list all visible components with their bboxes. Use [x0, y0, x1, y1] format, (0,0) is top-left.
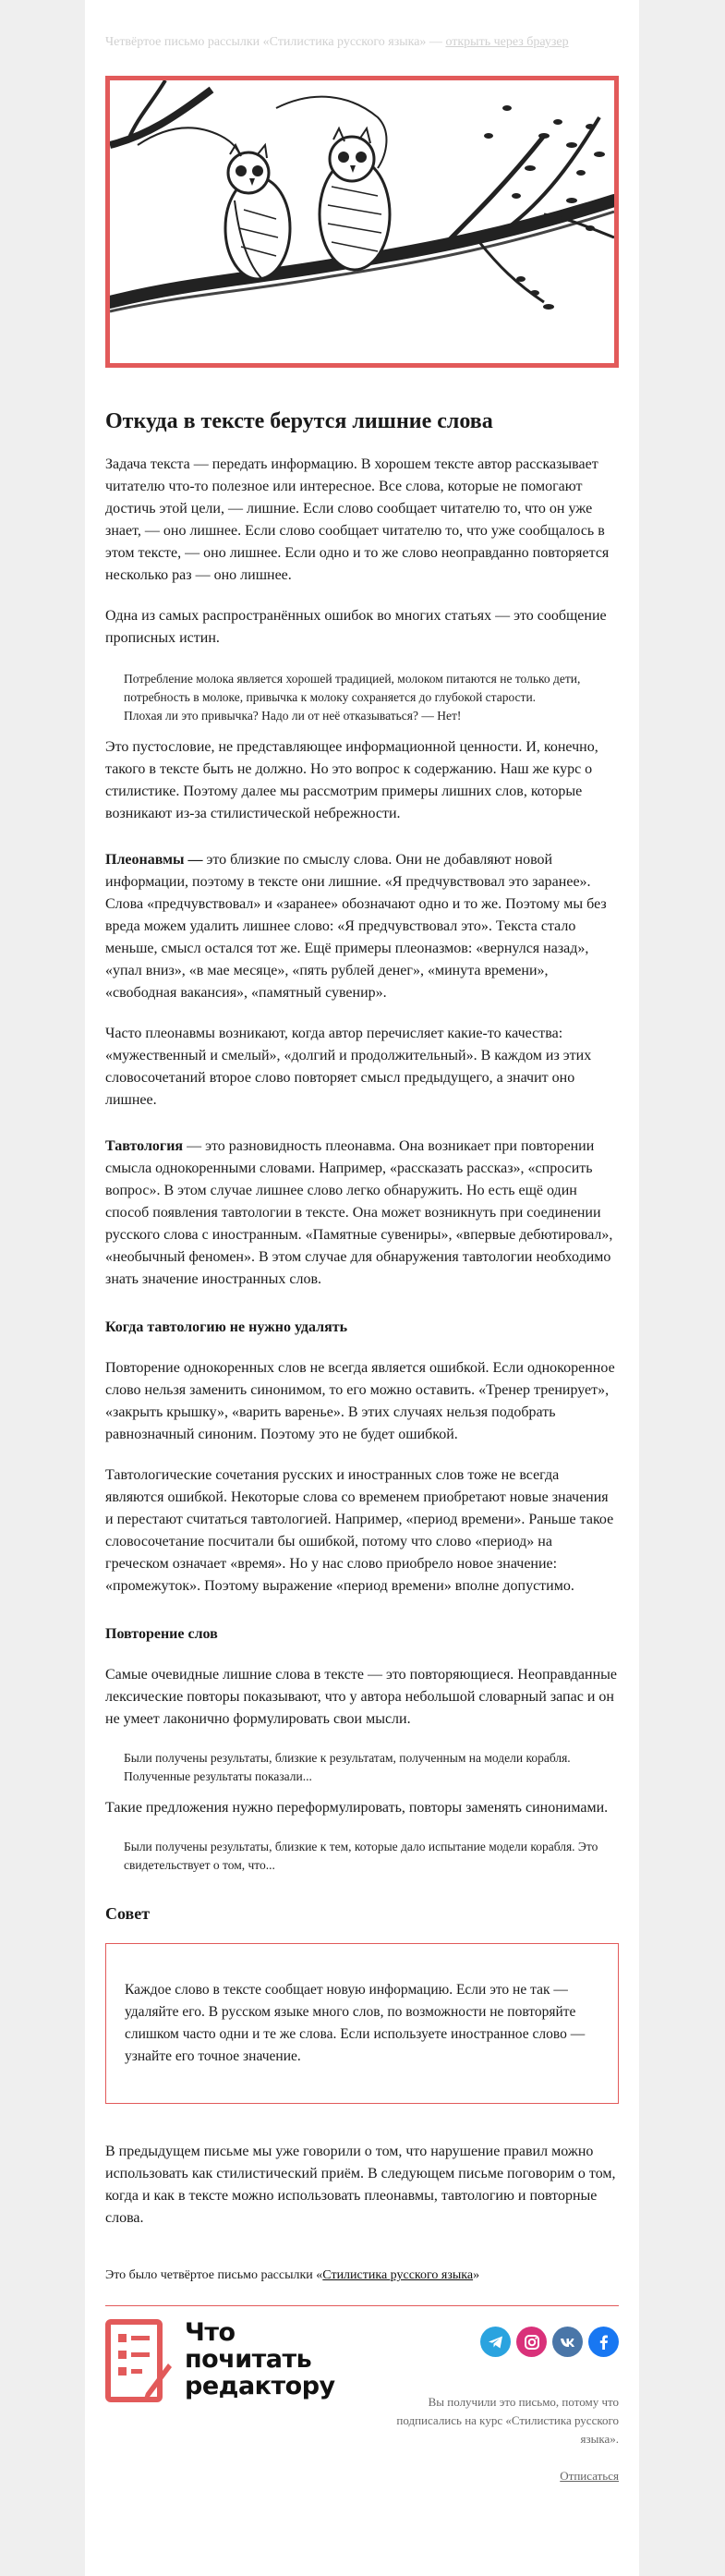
instagram-icon[interactable] [516, 2327, 547, 2357]
telegram-icon[interactable] [480, 2327, 511, 2357]
final-prefix: Это было четвёртое письмо рассылки « [105, 2268, 323, 2282]
tip-title: Совет [105, 1904, 151, 1923]
tautology-term: Тавтология [105, 1138, 184, 1154]
owl-left [225, 145, 290, 279]
keep-tautology-paragraph-1: Повторение однокоренных слов не всегда является ошибкой. Если однокоренное слово нельзя заменить синонимом, то его можно оставить. «Тренер тренирует», «закрыть крышку», «варить варенье». В этих случаях нельзя подобрать равнозначный синоним. Поэтому это не будет ошибкой. [105, 1360, 615, 1442]
tip-box [105, 1943, 619, 2104]
section-when-keep-tautology: Когда тавтологию не нужно удалять [105, 1319, 348, 1335]
repetition-paragraph-1: Самые очевидные лишние слова в тексте — это повторяющиеся. Неоправданные лексические повторы показывают, что у автора небольшой словарный запас и он не умеет лаконично формулировать свои мысли. [105, 1667, 617, 1727]
email-body [85, 0, 639, 2576]
intro-paragraph-1: Задача текста — передать информацию. В хорошем тексте автор рассказывает читателю что-то полезное или интересное. Все слова, которые не помогают достичь этой цели, — лишние. Если слово сообщает читателю то, что он уже знает, — оно лишнее. Если слово сообщает читателю то, что уже сообщалось в этом тексте, — оно лишнее. Если одно и то же слово неоправданно повторяется несколько раз — оно лишнее. [105, 456, 610, 583]
final-suffix: » [473, 2268, 480, 2282]
logo[interactable] [105, 2319, 335, 2404]
outro-paragraph: В предыдущем письме мы уже говорили о том, что нарушение правил можно использовать как стилистический приём. В следующем письме поговорим о том, когда и как в тексте можно использовать плеонавмы, тавтологию и повторные слова. [105, 2144, 616, 2226]
logo-line-1: Что [185, 2318, 236, 2347]
quote-results-1-line-1: Были получены результаты, близкие к результатам, полученным на модели корабля. [124, 1751, 571, 1765]
pleonasm-text: это близкие по смыслу слова. Они не добавляют новой информации, поэтому в тексте они лишние. «Я предчувствовал это заранее». Слова «предчувствовал» и «заранее» обозначают одно и то же. Поэтому мы без вреда можем удалить лишнее слово: «Я предчувствовал это». Текста стало меньше, смысл остался тот же. Ещё примеры плеоназмов: «вернулся назад», «упал вниз», «в мае месяце», «пять рублей денег», «минута времени», «свободная вакансия», «памятный сувенир». [105, 852, 607, 1001]
pleonasm-paragraph-2: Часто плеонавмы возникают, когда автор перечисляет какие-то качества: «мужественный и смелый», «долгий и продолжительный». В каждом из этих словосочетаний второе слово повторяет смысл предыдущего, а значит оно лишнее. [105, 1026, 592, 1108]
quote-milk [105, 670, 619, 725]
intro-paragraph-2: Одна из самых распространённых ошибок во многих статьях — это сообщение прописных истин. [105, 608, 607, 646]
quote-results-1 [105, 1749, 619, 1786]
owls-illustration [110, 80, 614, 363]
final-line [105, 2266, 619, 2285]
tautology-text: — это разновидность плеонавма. Она возникает при повторении смысла однокоренными словами. Например, «рассказать рассказ», «спросить вопрос». В этом случае лишнее слово легко обнаружить. Но есть ещё один способ появления тавтологии в тексте. Она может возникнуть при соединении русского слова с иностранным. «Памятные сувениры», «впервые дебютировал», «необычный феномен». В этом случае для обнаружения тавтологии необходимо знать значение иностранных слов. [105, 1138, 613, 1287]
article-title: Откуда в тексте берутся лишние слова [105, 409, 493, 433]
pleonasm-dash: — [184, 852, 207, 868]
facebook-icon[interactable] [588, 2327, 619, 2357]
pleonasm-term: Плеонавмы [105, 852, 185, 868]
quote-results-2: Были получены результаты, близкие к тем, которые дало испытание модели корабля. Это свидетельствует о том, что... [124, 1840, 598, 1872]
vk-icon[interactable] [552, 2327, 583, 2357]
keep-tautology-paragraph-2: Тавтологические сочетания русских и иностранных слов тоже не всегда являются ошибкой. Некоторые слова со временем приобретают новые значения и перестают считаться тавтологией. Например, «период времени». Раньше такое словосочетание посчитали бы ошибкой, потому что слово «период» на греческом означает «время». Но у нас слово приобрело новое значение: «промежуток». Поэтому выражение «период времени» вполне допустимо. [105, 1467, 614, 1594]
pleonasm-paragraph [105, 849, 619, 1004]
logo-line-2: почитать [185, 2345, 312, 2374]
footer [105, 2306, 619, 2519]
section-word-repetition: Повторение слов [105, 1626, 218, 1642]
quote-milk-line-2: Плохая ли это привычка? Надо ли от неё отказываться? — Нет! [124, 709, 462, 723]
social-links [480, 2327, 619, 2357]
intro-paragraph-3: Это пустословие, не представляющее информационной ценности. И, конечно, такого в тексте быть не должно. Но это вопрос к содержанию. Наш же курс о стилистике. Поэтому далее мы рассмотрим примеры лишних слов, которые возникают из-за стилистической небрежности. [105, 739, 598, 821]
open-in-browser-link[interactable]: открыть через браузер [445, 35, 569, 49]
quote-milk-line-1: Потребление молока является хорошей традицией, молоком питаются не только дети, потребность в молоке, привычка к молоку сохраняется до глубокой старости. [124, 672, 581, 704]
preheader [105, 33, 619, 52]
quote-results-1-line-2: Полученные результаты показали... [124, 1769, 312, 1783]
tautology-paragraph [105, 1136, 619, 1291]
logo-text [185, 2319, 335, 2400]
logo-line-3: редактору [185, 2372, 335, 2400]
checklist-logo-icon [105, 2319, 172, 2404]
subscription-note: Вы получили это письмо, потому что подписались на курс «Стилистика русского языка». [396, 2395, 619, 2446]
preheader-text: Четвёртое письмо рассылки «Стилистика русского языка» — [105, 35, 446, 49]
repetition-paragraph-2: Такие предложения нужно переформулировать, повторы заменять синонимами. [105, 1800, 609, 1816]
course-link[interactable]: Стилистика русского языка [322, 2268, 474, 2282]
hero-illustration [105, 76, 619, 368]
tip-text: Каждое слово в тексте сообщает новую информацию. Если это не так — удаляйте его. В русском языке много слов, по возможности не повторяйте слишком часто одни и те же слова. Если используете иностранное слово — узнайте его точное значение. [125, 1982, 586, 2064]
unsubscribe-link[interactable]: Отписаться [560, 2469, 619, 2483]
